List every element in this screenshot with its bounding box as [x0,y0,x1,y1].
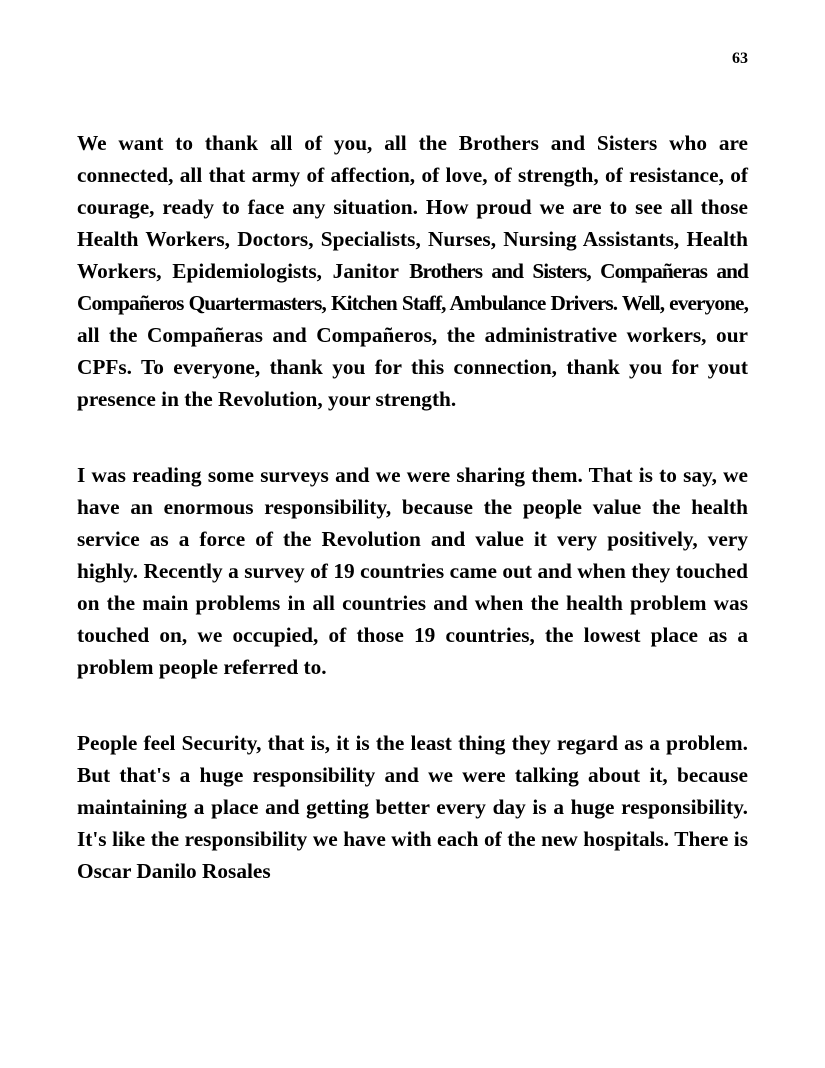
paragraph-1-condensed: Brothers and Sisters, Compañeras and Compañeros Quartermasters, Kitchen Staff, Ambulance Drivers. Well, everyone, [77,259,748,315]
paragraph-1-tail: all the Compañeras and Compañeros, the administrative workers, our CPFs. To everyone, thank you for this connection, thank you for yout presence in the Revolution, your strength. [77,323,748,411]
page-number: 63 [732,50,748,67]
paragraph-1-lead: We want to thank all of you, all the Brothers and Sisters who are connected, all that army of affection, of love, of strength, of resistance, of courage, ready to face any situation. How proud we are to see all those Health Workers, Doctors, Specialists, Nurses, Nursing Assistants, Health Workers, Epidemiologists, Janitor [77,131,748,283]
document-body [77,127,748,887]
paragraph-3: People feel Security, that is, it is the least thing they regard as a problem. But that's a huge responsibility and we were talking about it, because maintaining a place and getting better every day is a huge responsibility. It's like the responsibility we have with each of the new hospitals. There is Oscar Danilo Rosales [77,731,748,883]
paragraph-1 [77,127,748,415]
paragraph-2: I was reading some surveys and we were sharing them. That is to say, we have an enormous responsibility, because the people value the health service as a force of the Revolution and value it very positively, very highly. Recently a survey of 19 countries came out and when they touched on the main problems in all countries and when the health problem was touched on, we occupied, of those 19 countries, the lowest place as a problem people referred to. [77,463,748,679]
